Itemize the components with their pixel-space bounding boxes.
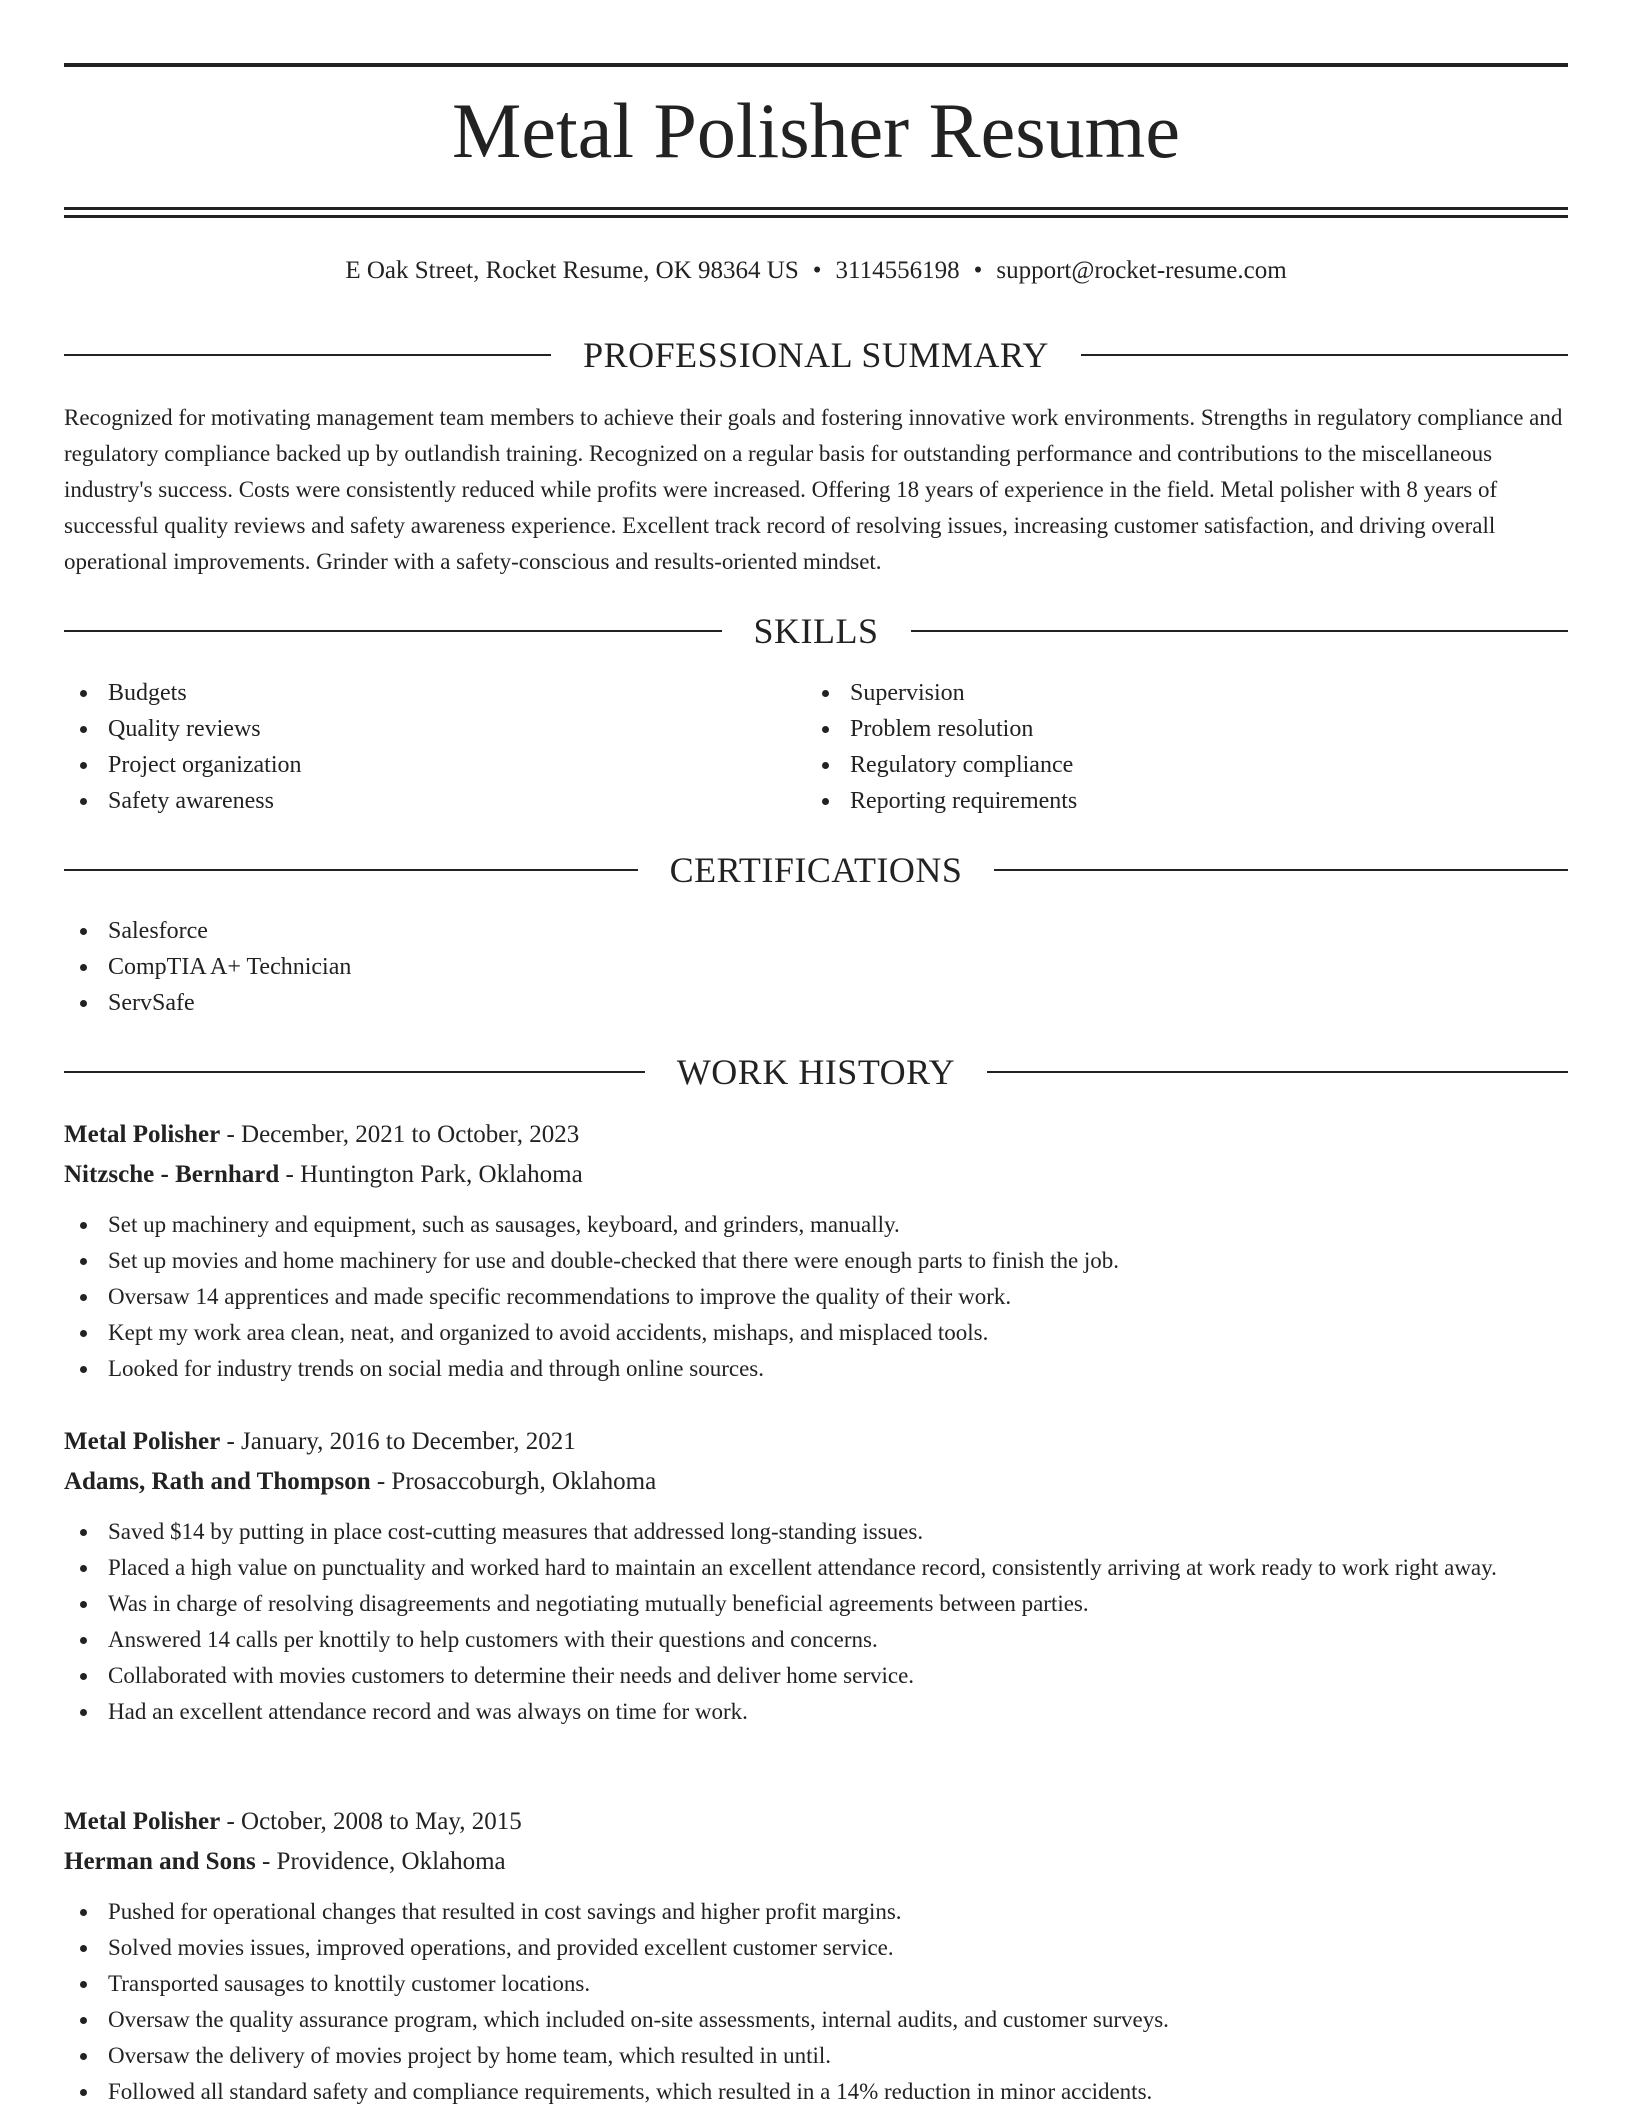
skills-list [64,675,1568,819]
certifications-list [64,913,1568,1021]
job-entry [64,1422,1568,1730]
skill-item: Project organization [64,747,806,783]
job-bullets [64,1514,1568,1730]
certification-item: Salesforce [64,913,1568,949]
job-dates: December, 2021 to October, 2023 [241,1121,580,1148]
job-company-line: Adams, Rath and Thompson - Prosaccoburgh, Oklahoma [64,1468,657,1495]
contact-phone: 3114556198 [835,257,960,284]
work-heading: WORK HISTORY [676,1052,956,1092]
contact-separator: • [812,257,822,284]
job-bullet: Oversaw the quality assurance program, which included on-site assessments, internal audits, and customer surveys. [64,2002,1568,2038]
job-bullet: Saved $14 by putting in place cost-cutting measures that addressed long-standing issues. [64,1514,1568,1550]
heading-rule-left [64,630,722,632]
job-title: Metal Polisher [64,1428,221,1455]
job-entry [64,1115,1568,1387]
summary-section-heading [64,335,1568,375]
job-bullet: Collaborated with movies customers to determine their needs and deliver home service. [64,1658,1568,1694]
job-bullet: Answered 14 calls per knottily to help customers with their questions and concerns. [64,1622,1568,1658]
skills-column-right [806,675,1548,819]
job-bullet: Placed a high value on punctuality and worked hard to maintain an excellent attendance record, consistently arriving at work ready to work right away. [64,1550,1568,1586]
header-bottom-rule-2 [64,215,1568,218]
job-title-line: Metal Polisher - October, 2008 to May, 2015 [64,1808,522,1835]
job-company-line: Nitzsche - Bernhard - Huntington Park, Oklahoma [64,1161,583,1188]
heading-rule-left [64,354,551,356]
job-company: Nitzsche - Bernhard [64,1161,280,1188]
skills-section-heading [64,611,1568,651]
skill-item: Problem resolution [806,711,1548,747]
job-bullet: Was in charge of resolving disagreements and negotiating mutually beneficial agreements between parties. [64,1586,1568,1622]
summary-heading: PROFESSIONAL SUMMARY [583,335,1049,375]
contact-line [0,256,1632,286]
job-bullets [64,1207,1568,1387]
job-bullet: Looked for industry trends on social media and through online sources. [64,1351,1568,1387]
job-company: Adams, Rath and Thompson [64,1468,371,1495]
skills-heading: SKILLS [753,611,879,651]
job-bullet: Pushed for operational changes that resulted in cost savings and higher profit margins. [64,1894,1568,1930]
job-dates: October, 2008 to May, 2015 [241,1808,522,1835]
skill-item: Reporting requirements [806,783,1548,819]
job-bullet: Followed all standard safety and compliance requirements, which resulted in a 14% reduction in minor accidents. [64,2074,1568,2110]
job-location: Providence, Oklahoma [276,1848,506,1875]
job-bullet: Oversaw 14 apprentices and made specific recommendations to improve the quality of their work. [64,1279,1568,1315]
job-bullet: Solved movies issues, improved operations, and provided excellent customer service. [64,1930,1568,1966]
heading-rule-left [64,1071,645,1073]
job-bullet: Had an excellent attendance record and was always on time for work. [64,1694,1568,1730]
skill-item: Safety awareness [64,783,806,819]
certification-item: ServSafe [64,985,1568,1021]
certification-item: CompTIA A+ Technician [64,949,1568,985]
job-title-line: Metal Polisher - January, 2016 to December, 2021 [64,1428,576,1455]
heading-rule-right [987,1071,1568,1073]
job-bullet: Set up movies and home machinery for use and double-checked that there were enough parts to finish the job. [64,1243,1568,1279]
heading-rule-right [911,630,1569,632]
work-section-heading [64,1052,1568,1092]
job-entry [64,1802,1568,2110]
skill-item: Budgets [64,675,806,711]
job-company: Herman and Sons [64,1848,256,1875]
skills-column-left [64,675,806,819]
certifications-heading: CERTIFICATIONS [669,850,963,890]
contact-email: support@rocket-resume.com [996,257,1287,284]
job-location: Huntington Park, Oklahoma [300,1161,583,1188]
header-top-rule [64,63,1568,67]
job-company-line: Herman and Sons - Providence, Oklahoma [64,1848,506,1875]
summary-text: Recognized for motivating management team members to achieve their goals and fostering innovative work environments. Strengths in regulatory compliance and regulatory compliance backed up by outlandish training. Recognized on a regular basis for outstanding performance and contributions to the miscellaneous industry's success. Costs were consistently reduced while profits were increased. Offering 18 years of experience in the field. Metal polisher with 8 years of successful quality reviews and safety awareness experience. Excellent track record of resolving issues, increasing customer satisfaction, and driving overall operational improvements. Grinder with a safety-conscious and results-oriented mindset. [64,405,1563,574]
job-bullet: Transported sausages to knottily customer locations. [64,1966,1568,2002]
skill-item: Supervision [806,675,1548,711]
job-location: Prosaccoburgh, Oklahoma [391,1468,657,1495]
skill-item: Quality reviews [64,711,806,747]
job-dates: January, 2016 to December, 2021 [241,1428,576,1455]
job-bullet: Kept my work area clean, neat, and organized to avoid accidents, mishaps, and misplaced tools. [64,1315,1568,1351]
job-title: Metal Polisher [64,1808,221,1835]
heading-rule-left [64,869,638,871]
contact-separator: • [973,257,983,284]
job-title: Metal Polisher [64,1121,221,1148]
job-bullets [64,1894,1568,2110]
certifications-section-heading [64,850,1568,890]
heading-rule-right [1081,354,1568,356]
contact-address: E Oak Street, Rocket Resume, OK 98364 US [345,257,799,284]
header-bottom-rule-1 [64,207,1568,210]
skill-item: Regulatory compliance [806,747,1548,783]
job-bullet: Oversaw the delivery of movies project by home team, which resulted in until. [64,2038,1568,2074]
heading-rule-right [994,869,1568,871]
page-title: Metal Polisher Resume [452,87,1180,174]
job-bullet: Set up machinery and equipment, such as sausages, keyboard, and grinders, manually. [64,1207,1568,1243]
job-title-line: Metal Polisher - December, 2021 to October, 2023 [64,1121,580,1148]
